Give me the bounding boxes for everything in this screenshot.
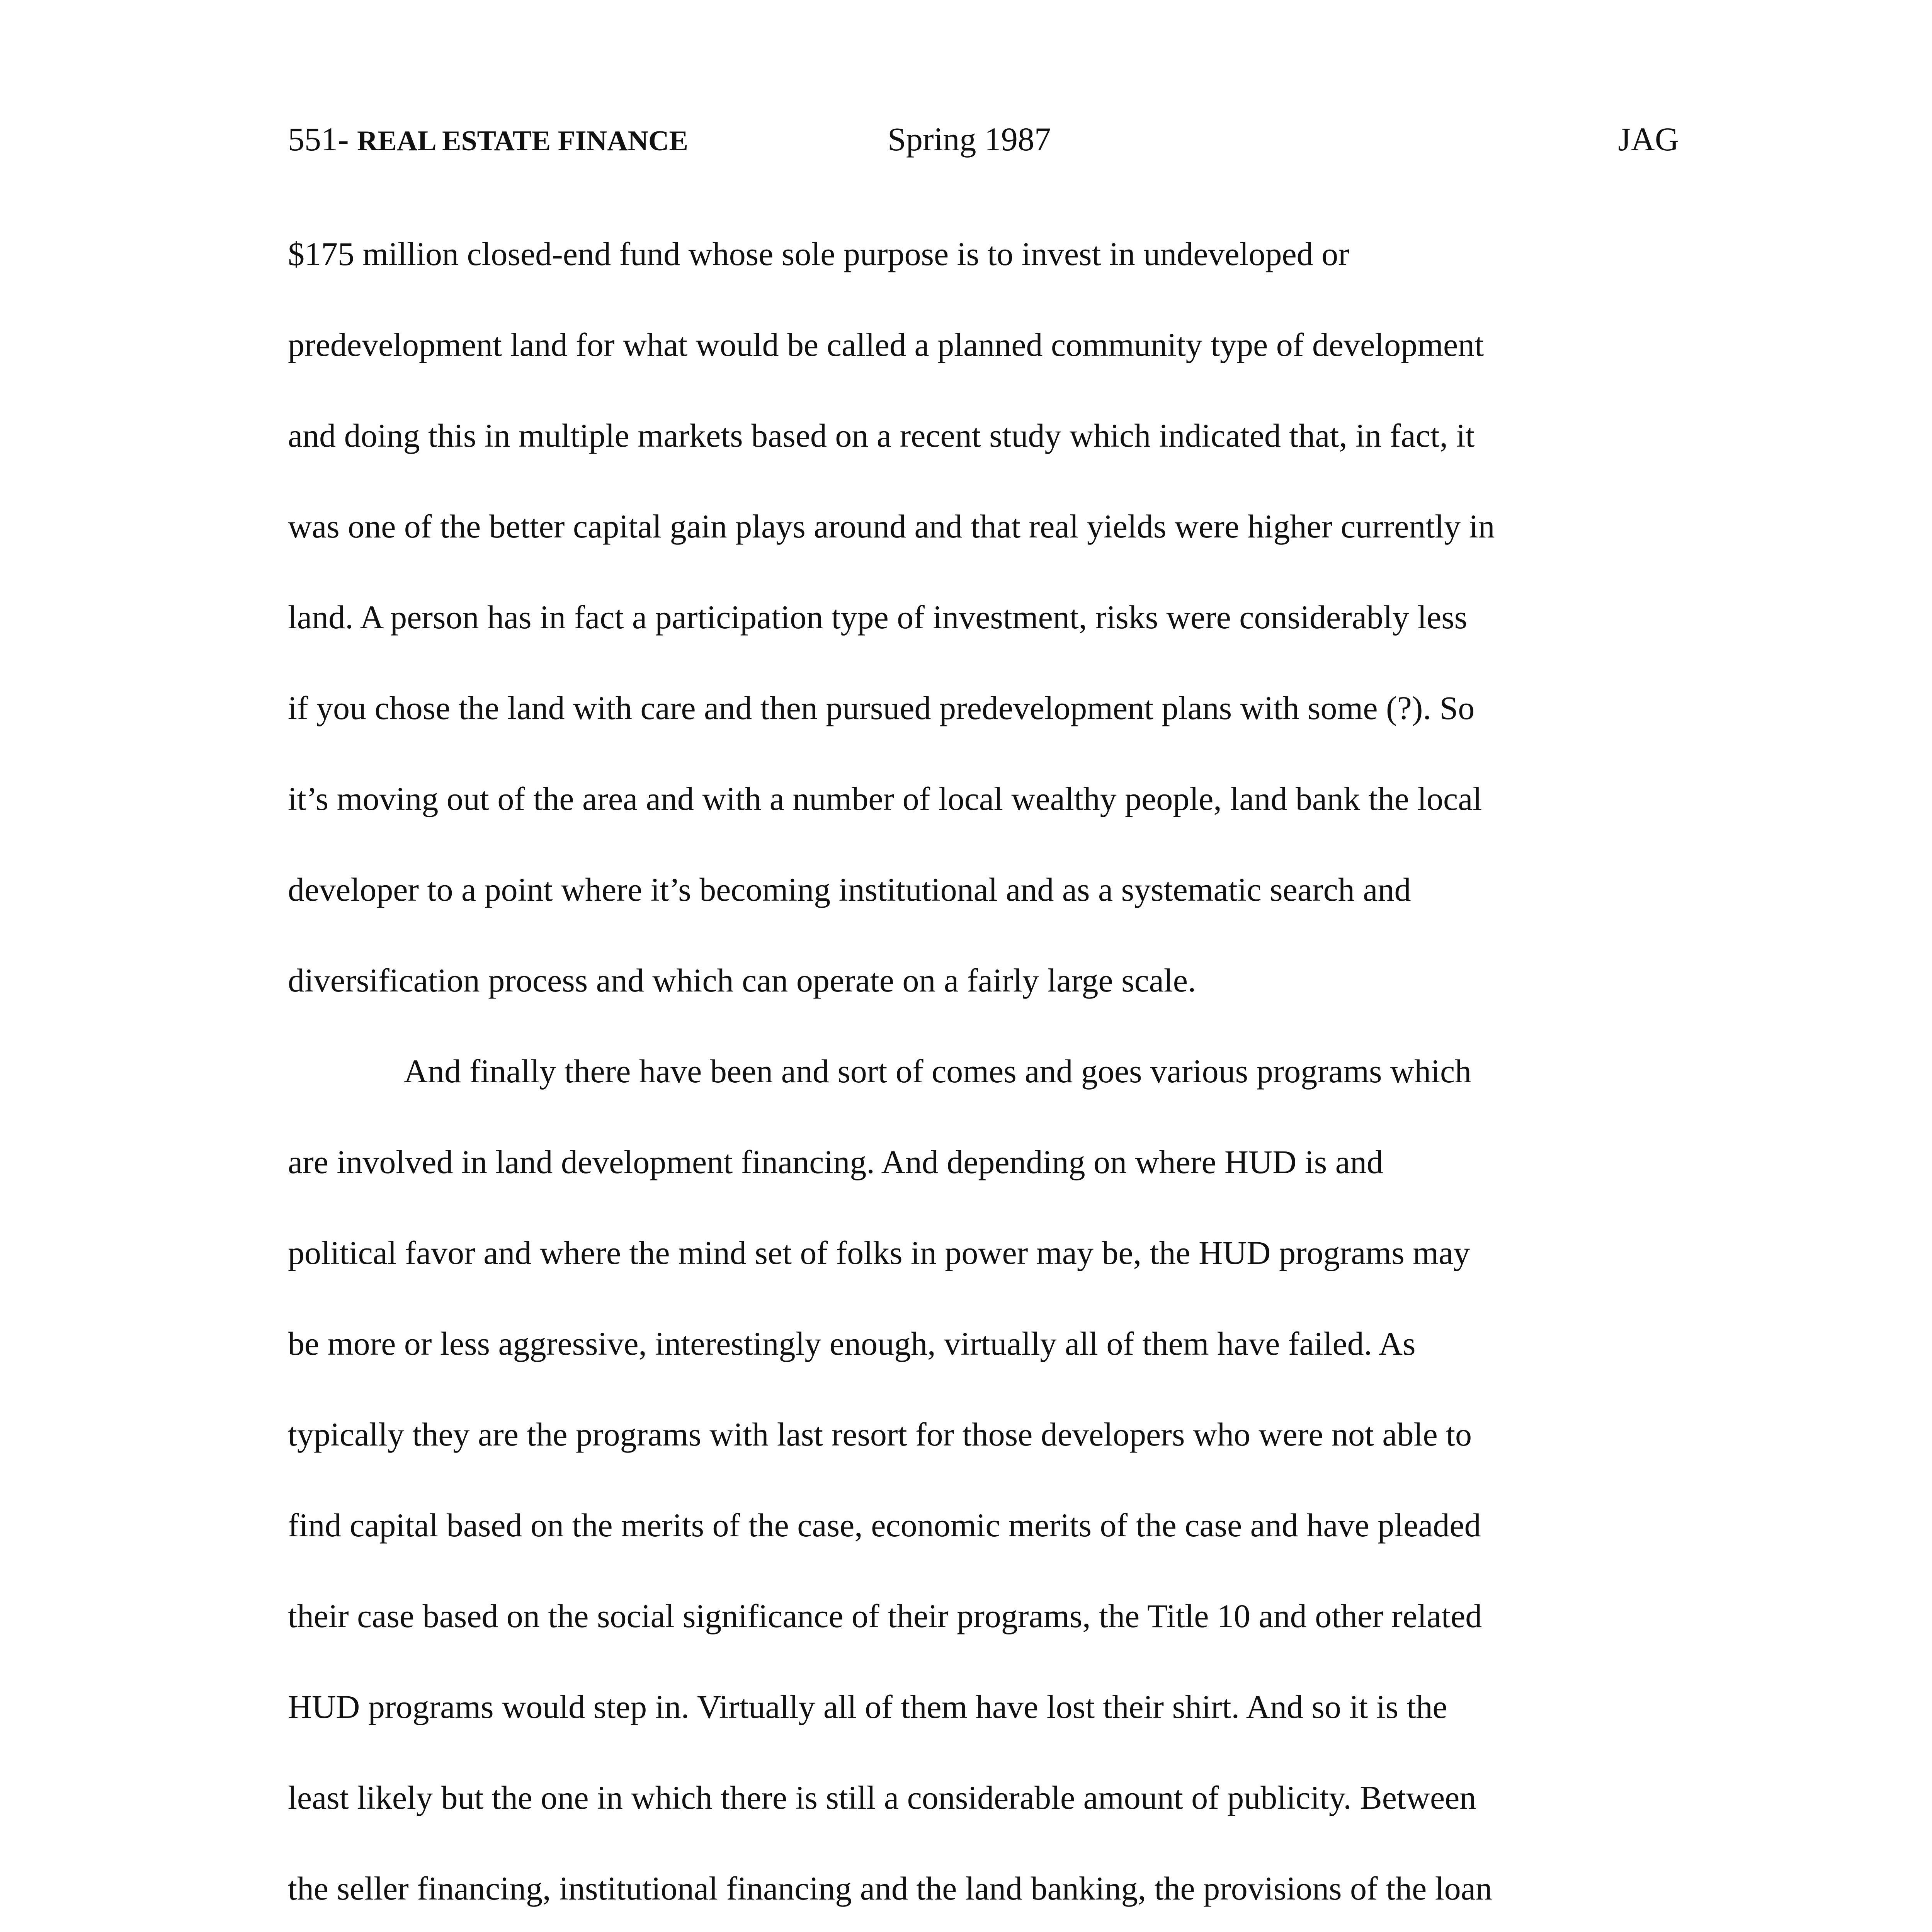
- text-line: least likely but the one in which there is still a considerable amount of publicity. Between: [288, 1779, 1476, 1816]
- course-title: [288, 116, 688, 164]
- text-line: typically they are the programs with last resort for those developers who were not able to: [288, 1416, 1472, 1453]
- text-line: diversification process and which can operate on a fairly large scale.: [288, 962, 1196, 999]
- text-line: HUD programs would step in. Virtually all of them have lost their shirt. And so it is the: [288, 1688, 1447, 1725]
- text-line: are involved in land development financing. And depending on where HUD is and: [288, 1143, 1383, 1180]
- text-line: and doing this in multiple markets based on a recent study which indicated that, in fact, it: [288, 417, 1475, 454]
- page-header: [288, 116, 1679, 162]
- text-line: if you chose the land with care and then pursued predevelopment plans with some (?). So: [288, 689, 1475, 726]
- text-line: predevelopment land for what would be called a planned community type of development: [288, 326, 1484, 363]
- text-line: developer to a point where it’s becoming institutional and as a systematic search and: [288, 871, 1411, 908]
- text-line: And finally there have been and sort of comes and goes various programs which: [404, 1053, 1472, 1090]
- text-line: land. A person has in fact a participation type of investment, risks were considerably less: [288, 599, 1468, 636]
- course-name: REAL ESTATE FINANCE: [357, 125, 688, 157]
- text-line: $175 million closed-end fund whose sole purpose is to invest in undeveloped or: [288, 235, 1349, 272]
- text-line: the seller financing, institutional financing and the land banking, the provisions of the loan: [288, 1870, 1492, 1907]
- text-line: their case based on the social significance of their programs, the Title 10 and other related: [288, 1597, 1482, 1634]
- term-label: Spring 1987: [888, 121, 1051, 158]
- text-line: it’s moving out of the area and with a number of local wealthy people, land bank the local: [288, 780, 1482, 817]
- course-number: 551-: [288, 121, 357, 158]
- text-line: political favor and where the mind set of folks in power may be, the HUD programs may: [288, 1234, 1470, 1271]
- transcript-body: [288, 209, 1679, 1932]
- author-initials: JAG: [1618, 121, 1679, 158]
- text-line: find capital based on the merits of the case, economic merits of the case and have pleaded: [288, 1507, 1481, 1544]
- text-line: was one of the better capital gain plays around and that real yields were higher currently in: [288, 508, 1495, 545]
- text-line: be more or less aggressive, interestingly enough, virtually all of them have failed. As: [288, 1325, 1416, 1362]
